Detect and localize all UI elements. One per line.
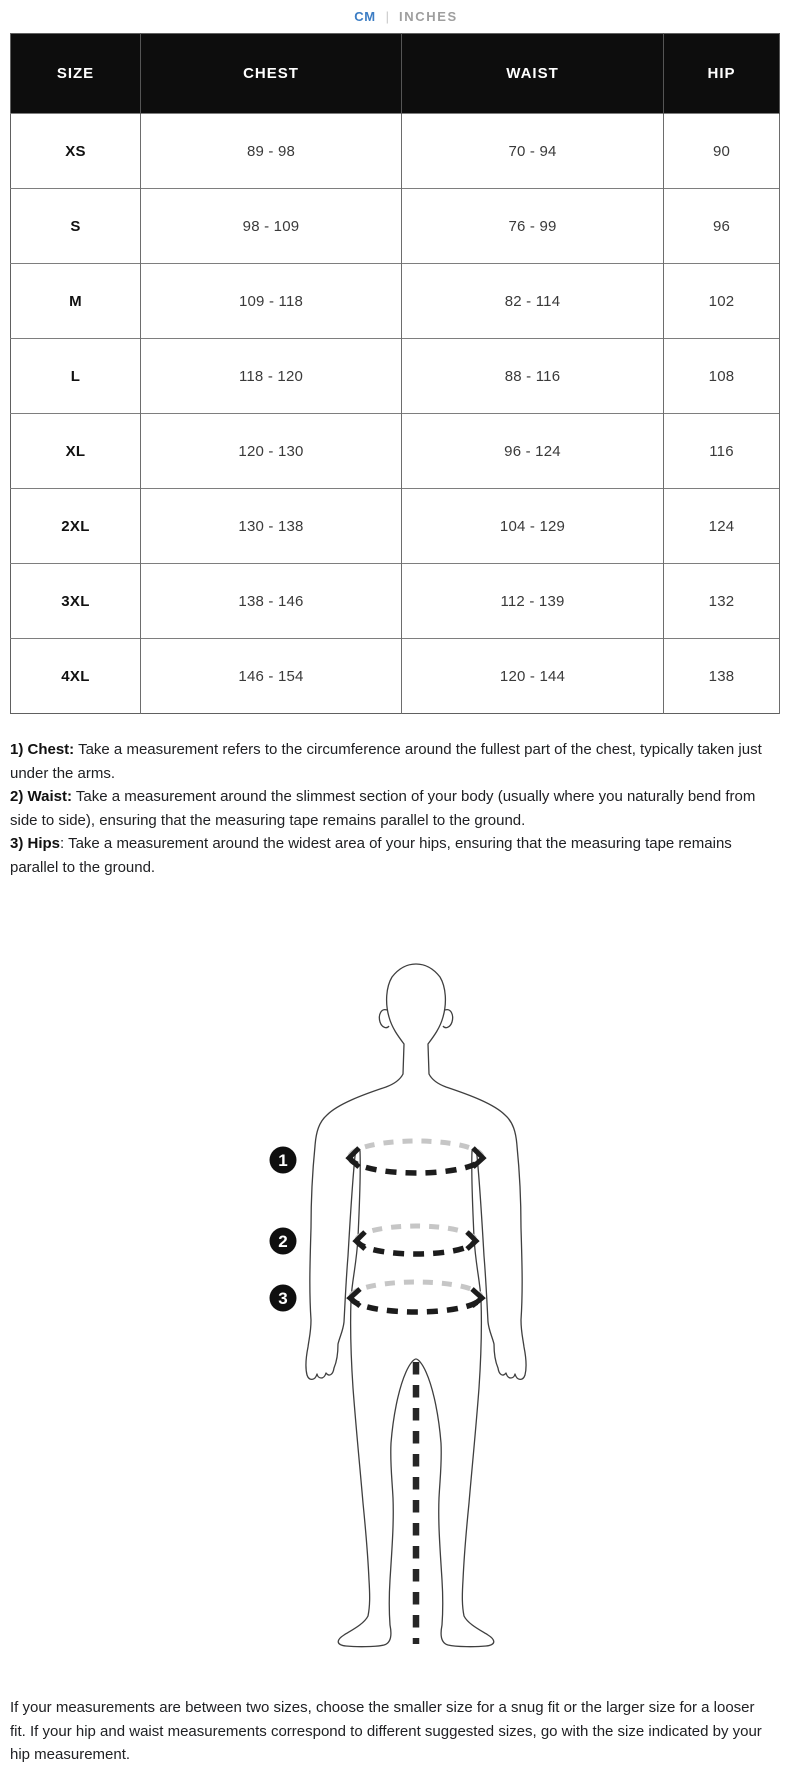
table-row [11, 189, 780, 264]
units-toggle-inches[interactable]: INCHES [399, 9, 458, 24]
size-value: 4XL [11, 639, 141, 714]
chest-value: 89 - 98 [141, 114, 402, 189]
marker-number-2: 2 [278, 1232, 288, 1251]
waist-measure-line-front [357, 1240, 475, 1254]
column-header-chest: CHEST [141, 34, 402, 114]
body-measurement-diagram [0, 879, 788, 1696]
instruction-chest-label: 1) Chest: [10, 741, 75, 758]
instruction-hips-label: 3) Hips [10, 835, 61, 852]
marker-badge-2 [270, 1228, 297, 1255]
column-header-hip: HIP [664, 34, 780, 114]
hip-value: 108 [664, 339, 780, 414]
hip-value: 132 [664, 564, 780, 639]
chest-value: 118 - 120 [141, 339, 402, 414]
chest-measure-arrow-left [349, 1148, 359, 1167]
marker-number-3: 3 [278, 1289, 288, 1308]
hip-value: 124 [664, 489, 780, 564]
marker-badge-3 [270, 1285, 297, 1312]
chest-measure-line-front [350, 1157, 482, 1173]
waist-value: 70 - 94 [402, 114, 664, 189]
chest-value: 109 - 118 [141, 264, 402, 339]
size-chart-table [10, 33, 780, 714]
hip-measure-line-back [351, 1282, 481, 1297]
chest-value: 130 - 138 [141, 489, 402, 564]
chest-value: 146 - 154 [141, 639, 402, 714]
waist-value: 96 - 124 [402, 414, 664, 489]
units-toggle-divider: | [385, 9, 390, 24]
table-row [11, 264, 780, 339]
chest-value: 120 - 130 [141, 414, 402, 489]
waist-value: 88 - 116 [402, 339, 664, 414]
hip-value: 102 [664, 264, 780, 339]
table-row [11, 489, 780, 564]
hip-measure-line-front [351, 1297, 481, 1312]
size-value: 3XL [11, 564, 141, 639]
size-value: XL [11, 414, 141, 489]
hip-value: 96 [664, 189, 780, 264]
chest-measure-line-back [350, 1141, 482, 1157]
waist-value: 76 - 99 [402, 189, 664, 264]
table-header-row [11, 34, 780, 114]
table-row [11, 564, 780, 639]
size-value: M [11, 264, 141, 339]
waist-value: 104 - 129 [402, 489, 664, 564]
sizing-advice-text: If your measurements are between two sizes, choose the smaller size for a snug fit or the larger size for a looser fit. If your hip and waist measurements correspond to different suggested sizes, go with the size indicated by your hip measurement. [10, 1699, 762, 1763]
waist-value: 112 - 139 [402, 564, 664, 639]
instruction-chest: 1) Chest: Take a measurement refers to the circumference around the fullest part of the chest, typically taken just under the arms. [10, 741, 762, 782]
chest-value: 138 - 146 [141, 564, 402, 639]
table-row [11, 414, 780, 489]
hip-value: 116 [664, 414, 780, 489]
instruction-waist: 2) Waist: Take a measurement around the slimmest section of your body (usually where you naturally bend from side to side), ensuring that the measuring tape remains parallel to the ground. [10, 788, 756, 829]
table-row [11, 114, 780, 189]
size-value: S [11, 189, 141, 264]
instruction-waist-label: 2) Waist: [10, 788, 72, 805]
units-toggle [12, 0, 788, 33]
marker-badge-1 [270, 1147, 297, 1174]
size-value: L [11, 339, 141, 414]
chest-measure-arrow-right [473, 1148, 483, 1167]
column-header-size: SIZE [11, 34, 141, 114]
instruction-hips: 3) Hips: Take a measurement around the widest area of your hips, ensuring that the measuring tape remains parallel to the ground. [10, 835, 732, 876]
body-outline [306, 964, 526, 1647]
size-value: XS [11, 114, 141, 189]
units-toggle-cm[interactable]: CM [354, 9, 376, 24]
sizing-advice [10, 1696, 774, 1767]
table-row [11, 639, 780, 714]
waist-value: 82 - 114 [402, 264, 664, 339]
waist-value: 120 - 144 [402, 639, 664, 714]
chest-value: 98 - 109 [141, 189, 402, 264]
hip-value: 138 [664, 639, 780, 714]
size-value: 2XL [11, 489, 141, 564]
hip-value: 90 [664, 114, 780, 189]
waist-measure-line-back [357, 1226, 475, 1240]
table-row [11, 339, 780, 414]
marker-number-1: 1 [278, 1151, 288, 1170]
measurement-instructions [10, 738, 774, 879]
column-header-waist: WAIST [402, 34, 664, 114]
